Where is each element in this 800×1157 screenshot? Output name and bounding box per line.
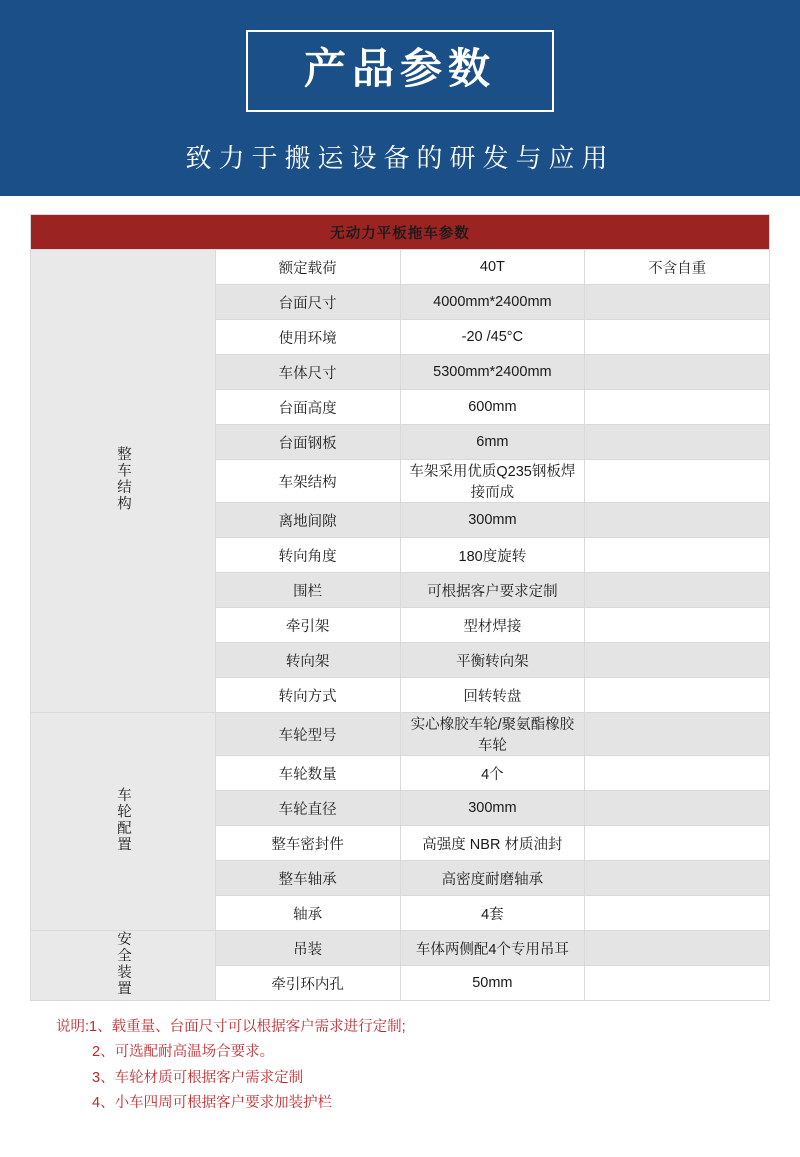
- row-value: 180度旋转: [400, 538, 585, 573]
- row-note: [585, 791, 770, 826]
- row-note: [585, 320, 770, 355]
- row-note: [585, 538, 770, 573]
- row-value: 回转转盘: [400, 678, 585, 713]
- page-header: [0, 0, 800, 196]
- row-value: 高强度 NBR 材质油封: [400, 826, 585, 861]
- row-value: 40T: [400, 250, 585, 285]
- note-line: 2、可选配耐高温场合要求。: [92, 1044, 275, 1061]
- row-note: [585, 503, 770, 538]
- row-note: [585, 608, 770, 643]
- row-label: 台面高度: [215, 390, 400, 425]
- row-value: 高密度耐磨轴承: [400, 861, 585, 896]
- row-value: 50mm: [400, 966, 585, 1001]
- row-value: 600mm: [400, 390, 585, 425]
- row-label: 转向架: [215, 643, 400, 678]
- page-title: 产品参数: [303, 45, 496, 92]
- row-value: 实心橡胶车轮/聚氨酯橡胶车轮: [400, 713, 585, 756]
- row-label: 吊装: [215, 931, 400, 966]
- note-line: 说明:1、载重量、台面尺寸可以根据客户需求进行定制;: [56, 1019, 406, 1035]
- row-note: [585, 425, 770, 460]
- spec-table-wrapper: [0, 196, 800, 1001]
- row-note: [585, 861, 770, 896]
- row-value: 4个: [400, 756, 585, 791]
- row-value: 车架采用优质Q235钢板焊接而成: [400, 460, 585, 503]
- row-note: [585, 713, 770, 756]
- table-banner-title: 无动力平板拖车参数: [31, 215, 770, 250]
- row-label: 额定载荷: [215, 250, 400, 285]
- table-banner-row: [31, 215, 770, 250]
- row-value: 可根据客户要求定制: [400, 573, 585, 608]
- row-note: [585, 826, 770, 861]
- row-label: 整车密封件: [215, 826, 400, 861]
- row-value: 6mm: [400, 425, 585, 460]
- note-line: 4、小车四周可根据客户要求加装护栏: [92, 1095, 333, 1112]
- row-label: 车轮数量: [215, 756, 400, 791]
- row-value: 平衡转向架: [400, 643, 585, 678]
- row-label: 整车轴承: [215, 861, 400, 896]
- row-value: 5300mm*2400mm: [400, 355, 585, 390]
- row-note: [585, 460, 770, 503]
- row-note: [585, 896, 770, 931]
- notes-section: [0, 1001, 800, 1117]
- group-label-wheel-config: 车轮配置: [31, 713, 216, 931]
- row-label: 台面尺寸: [215, 285, 400, 320]
- row-value: 300mm: [400, 503, 585, 538]
- row-label: 牵引环内孔: [215, 966, 400, 1001]
- row-note: [585, 355, 770, 390]
- table-row: [31, 713, 770, 756]
- row-label: 车体尺寸: [215, 355, 400, 390]
- row-label: 转向角度: [215, 538, 400, 573]
- row-label: 离地间隙: [215, 503, 400, 538]
- row-note: [585, 756, 770, 791]
- page-subtitle: 致力于搬运设备的研发与应用: [185, 143, 615, 174]
- page-title-box: [246, 30, 554, 112]
- row-note: 不含自重: [585, 250, 770, 285]
- table-row: [31, 250, 770, 285]
- row-value: 4套: [400, 896, 585, 931]
- spec-table: [30, 214, 770, 1001]
- group-label-vehicle-structure: 整车结构: [31, 250, 216, 713]
- row-note: [585, 931, 770, 966]
- table-row: [31, 931, 770, 966]
- row-label: 牵引架: [215, 608, 400, 643]
- note-line: 3、车轮材质可根据客户需求定制: [92, 1069, 304, 1086]
- row-value: 车体两侧配4个专用吊耳: [400, 931, 585, 966]
- row-note: [585, 573, 770, 608]
- row-label: 转向方式: [215, 678, 400, 713]
- row-label: 使用环境: [215, 320, 400, 355]
- row-note: [585, 390, 770, 425]
- row-label: 车架结构: [215, 460, 400, 503]
- group-label-safety-device: 安全装置: [31, 931, 216, 1001]
- row-label: 台面钢板: [215, 425, 400, 460]
- row-label: 轴承: [215, 896, 400, 931]
- row-note: [585, 643, 770, 678]
- row-value: 4000mm*2400mm: [400, 285, 585, 320]
- row-note: [585, 285, 770, 320]
- row-value: -20 /45°C: [400, 320, 585, 355]
- row-label: 围栏: [215, 573, 400, 608]
- row-label: 车轮型号: [215, 713, 400, 756]
- row-value: 300mm: [400, 791, 585, 826]
- row-note: [585, 678, 770, 713]
- row-value: 型材焊接: [400, 608, 585, 643]
- row-label: 车轮直径: [215, 791, 400, 826]
- row-note: [585, 966, 770, 1001]
